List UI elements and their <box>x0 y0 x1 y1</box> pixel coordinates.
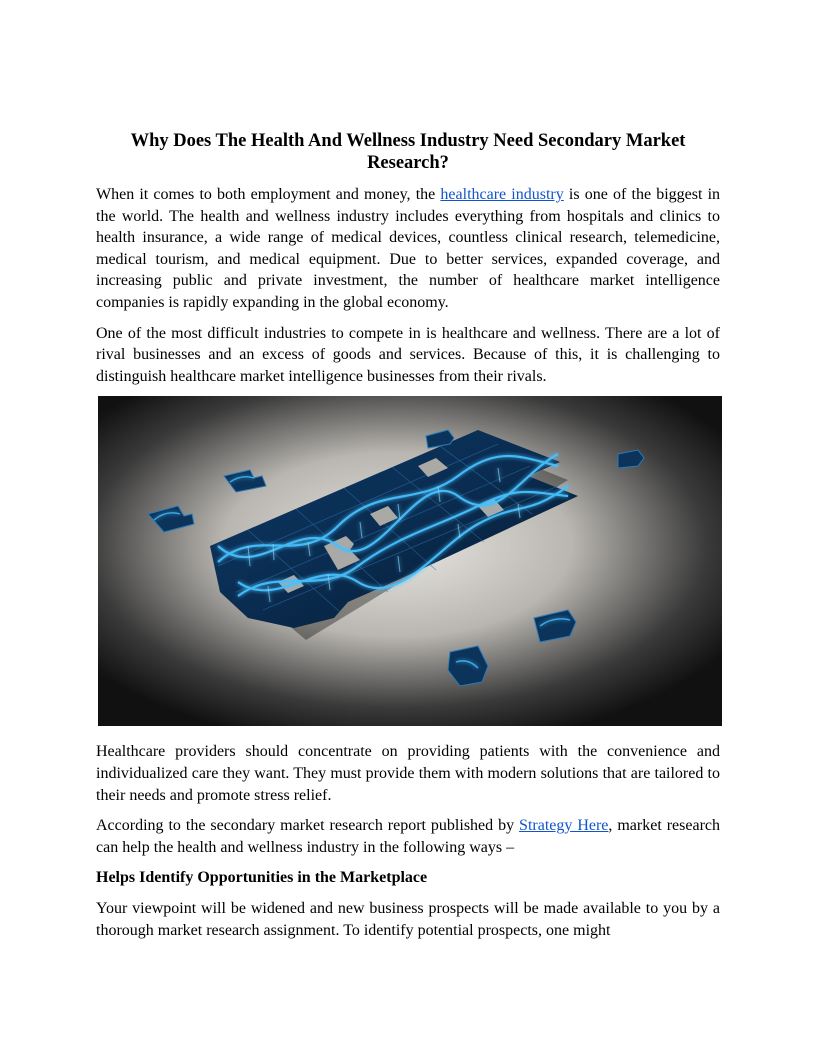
paragraph-competition: One of the most difficult industries to compete in is healthcare and wellness. There are a lot of rival businesses and an excess of goods and services. Because of this, it is challenging to distinguish healthcare market intelligence businesses from their rivals. <box>96 324 720 385</box>
document-page <box>96 130 720 950</box>
dna-puzzle-image <box>98 396 722 726</box>
paragraph-report <box>96 815 720 858</box>
document-title: Why Does The Health And Wellness Industry Need Secondary Market Research? <box>130 131 686 173</box>
strategy-here-link[interactable]: Strategy Here <box>519 817 609 835</box>
healthcare-industry-link[interactable]: healthcare industry <box>440 186 564 203</box>
paragraph-intro <box>96 184 720 314</box>
paragraph-opportunities: Your viewpoint will be widened and new business prospects will be made available to you by a thorough market research assignment. To identify potential prospects, one might <box>96 899 720 939</box>
paragraph-convenience: Healthcare providers should concentrate on providing patients with the convenience and individualized care they want. They must provide them with modern solutions that are tailored to their needs and promote stress relief. <box>96 743 720 804</box>
paragraph-report-text-start: According to the secondary market research report published by <box>96 817 520 835</box>
paragraph-report-text-end: , market research can help the health and wellness industry in the following ways – <box>96 817 721 856</box>
paragraph-intro-text-start: When it comes to both employment and money, the <box>96 186 441 203</box>
subheading-opportunities: Helps Identify Opportunities in the Marketplace <box>96 869 428 887</box>
paragraph-intro-text-end: is one of the biggest in the world. The health and wellness industry includes everything from hospitals and clinics to health insurance, a wide range of medical devices, countless clinical research, telemedicine, medical tourism, and medical equipment. Due to better services, expanded coverage, and increasing public and private investment, the number of healthcare market intelligence companies is rapidly expanding in the global economy. <box>96 186 721 311</box>
